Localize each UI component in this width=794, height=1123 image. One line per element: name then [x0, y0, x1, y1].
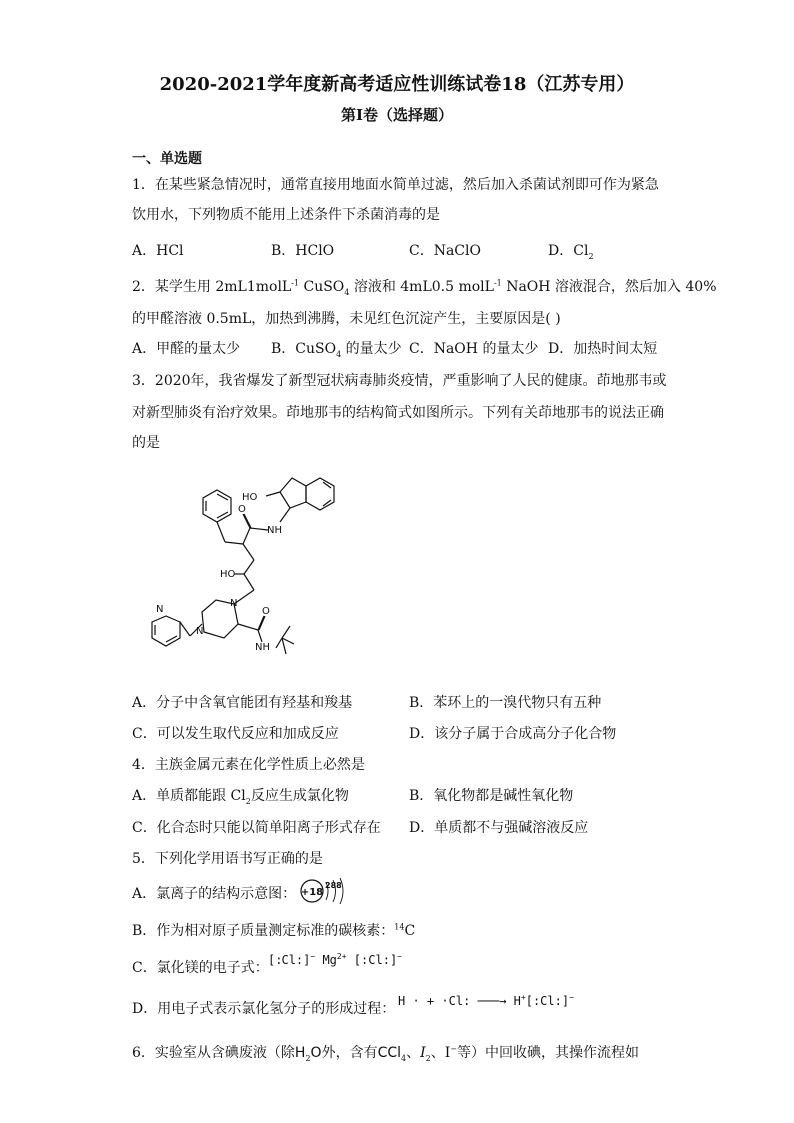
- nucleus-charge: +18: [300, 887, 324, 898]
- q4-option-b: B．氧化物都是碱性氧化物: [409, 788, 574, 804]
- q4-option-a: A．单质都能跟 $Cl_2$反应生成氯化物: [132, 788, 349, 806]
- q5-option-c: C．氯化镁的电子式：: [132, 960, 269, 976]
- benzene-ring-2: [306, 478, 334, 510]
- o-label-2: O: [262, 606, 270, 617]
- q1-stem-line2: 饮用水，下列物质不能用上述条件下杀菌消毒的是: [132, 207, 440, 223]
- shell-electrons: 288: [325, 881, 342, 890]
- q3-stem-line1: 3．2020年，我省爆发了新型冠状病毒肺炎疫情，严重影响了人民的健康。茚地那韦或: [132, 373, 667, 389]
- q1-stem-line1: 1．在某些紧急情况时，通常直接用地面水简单过滤，然后加入杀菌试剂即可作为紧急: [132, 177, 659, 193]
- section-heading: 一、单选题: [132, 151, 202, 167]
- benzene-ring-1: [203, 490, 231, 522]
- ho-label-2: HO: [220, 569, 236, 580]
- q2-option-c: C．NaOH 的量太少: [409, 341, 539, 357]
- pyridine-n-label: N: [156, 604, 164, 615]
- q1-option-d: D．$Cl_2$: [548, 243, 594, 261]
- q3-option-d: D．该分子属于合成高分子化合物: [409, 726, 617, 742]
- q2-stem-line2: 的甲醛溶液 0.5mL，加热到沸腾，未见红色沉淀产生，主要原因是( ): [132, 311, 561, 327]
- q5-option-b: B．作为相对原子质量测定标准的碳核素：$^{14}$C: [132, 922, 416, 939]
- q3-option-c: C．可以发生取代反应和加成反应: [132, 726, 339, 742]
- q6-stem-line1: 6．实验室从含碘废液（除$H_2O$外，含有CCl$_4$、$I_2$、I−等）中回收碘，其操作流程如: [132, 1044, 639, 1063]
- q3-stem-line3: 的是: [132, 435, 160, 451]
- q4-stem: 4．主族金属元素在化学性质上必然是: [132, 757, 365, 773]
- ho-label-1: HO: [242, 492, 258, 503]
- paper-subtitle: 第I卷（选择题）: [340, 106, 454, 124]
- q3-stem-line2: 对新型肺炎有治疗效果。茚地那韦的结构简式如图所示。下列有关茚地那韦的说法正确: [132, 405, 664, 421]
- indinavir-structure: [130, 460, 350, 680]
- q2-option-b: B．CuSO$_4$ 的量太少: [271, 341, 402, 359]
- q2-option-a: A．甲醛的量太少: [132, 341, 241, 357]
- q5-option-d: D．用电子式表示氯化氢分子的形成过程：: [132, 1001, 396, 1017]
- mgcl2-electron-formula: [:Cl:]− $Mg^{2+}$ [:Cl:]−: [268, 952, 402, 967]
- q5-stem: 5．下列化学用语书写正确的是: [132, 851, 323, 867]
- q1-option-c: C．NaClO: [409, 243, 481, 259]
- paper-title: 2020-2021学年度新高考适应性训练试卷18（江苏专用）: [159, 74, 635, 95]
- chloride-ion-diagram: [298, 876, 350, 906]
- q4-option-c: C．化合态时只能以简单阳离子形式存在: [132, 820, 381, 836]
- q2-option-d: D．加热时间太短: [548, 341, 658, 357]
- q1-option-a: A．HCl: [132, 243, 184, 259]
- q1-option-b: B．HClO: [271, 243, 335, 259]
- q3-option-b: B．苯环上的一溴代物只有五种: [409, 695, 602, 711]
- q4-option-d: D．单质都不与强碱溶液反应: [409, 820, 589, 836]
- nh-label-1: NH: [267, 525, 282, 536]
- nh-label-2: NH: [255, 642, 270, 653]
- q2-stem-line1: 2．某学生用 2mL1molL$^{-1}$ CuSO$_4$ 溶液和 4mL0.5 molL$^{-1}$ NaOH 溶液混合，然后加入 40%: [132, 278, 717, 297]
- n-label-1: N: [230, 598, 238, 609]
- n-label-2: N: [196, 626, 204, 637]
- indane-five-ring: [280, 478, 306, 508]
- o-label-1: O: [238, 504, 246, 515]
- q5-option-a: A．氯离子的结构示意图：: [132, 886, 297, 902]
- hcl-formation-process: H · + ·Cl: ───→ H+[:Cl:]−: [398, 993, 574, 1008]
- q3-option-a: A．分子中含氧官能团有羟基和羧基: [132, 695, 353, 711]
